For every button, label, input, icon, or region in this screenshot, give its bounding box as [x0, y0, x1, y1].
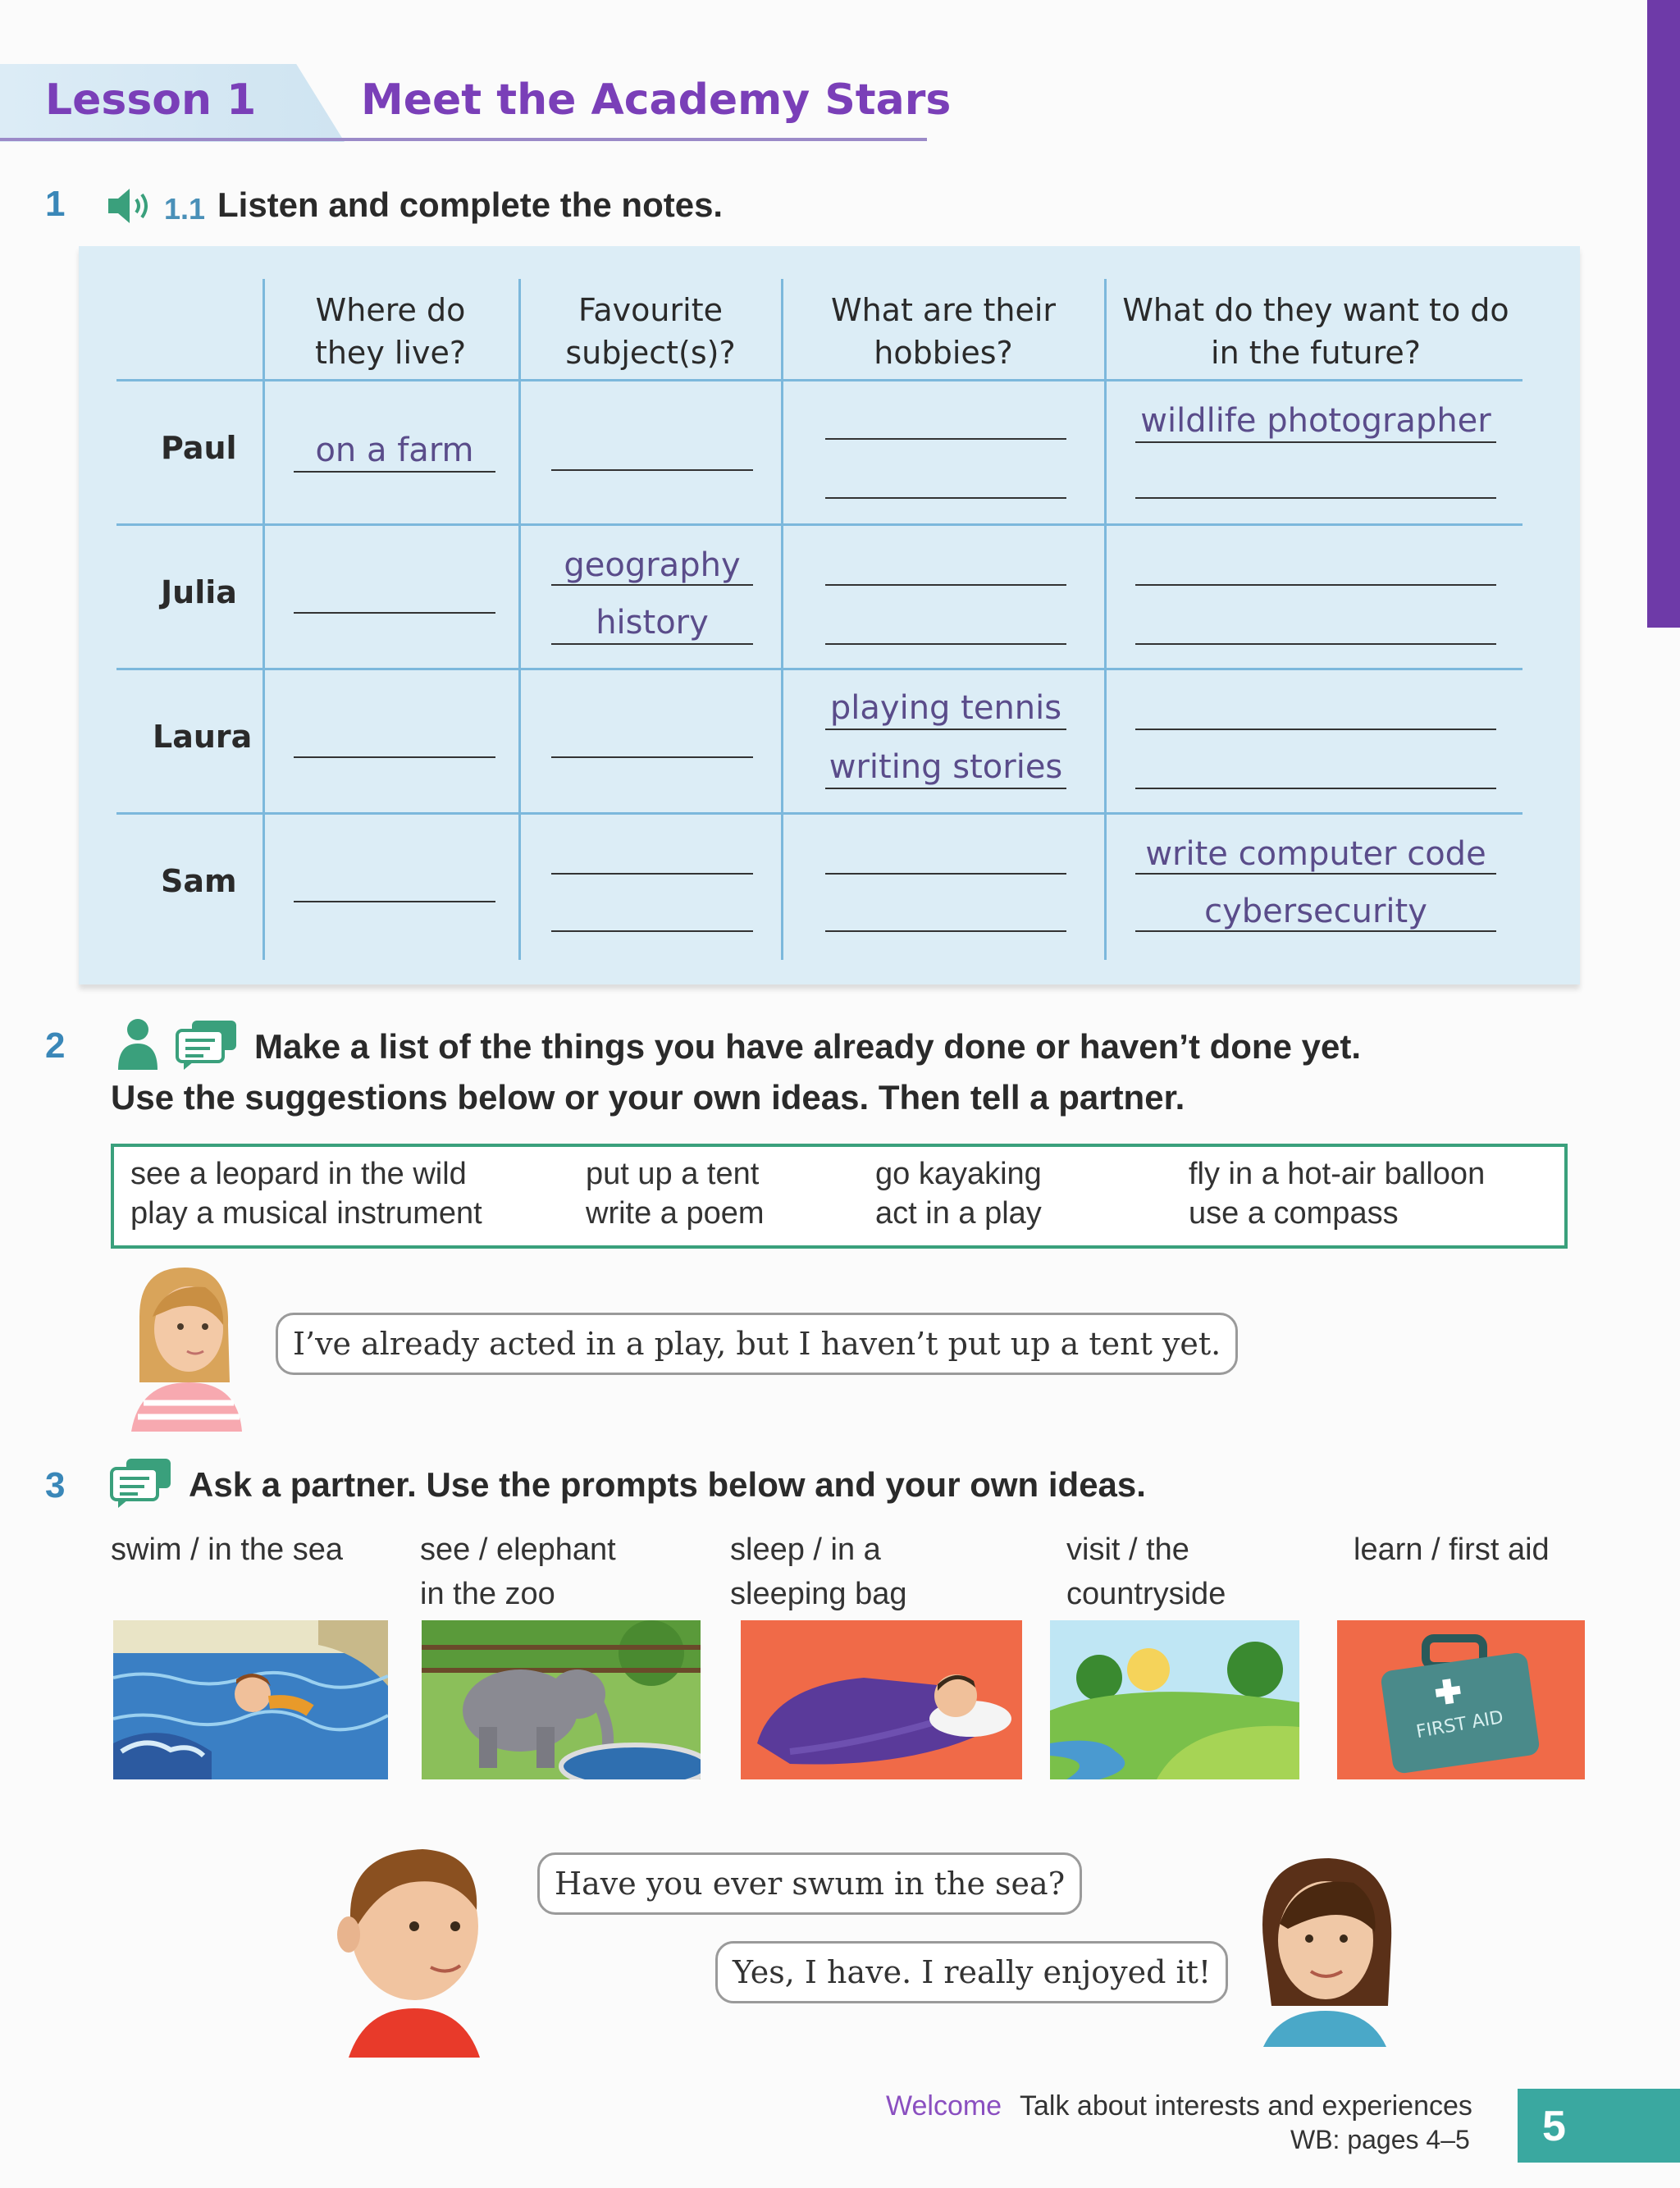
elephant-picture [422, 1620, 701, 1779]
lesson-label: Lesson 1 [45, 75, 257, 125]
suggestion-item: go kayaking [875, 1157, 1042, 1191]
speaking-icon [176, 1019, 238, 1076]
blank-sam-subject-1[interactable] [551, 873, 753, 875]
column-header-live: Where do they live? [314, 292, 467, 371]
swimming-picture [113, 1620, 388, 1779]
blank-paul-subject[interactable] [551, 469, 753, 471]
girl-2-avatar [1247, 1850, 1403, 2051]
girl-avatar [123, 1259, 246, 1436]
exercise-2-instruction-line-2: Use the suggestions below or your own ideas. Then tell a partner. [111, 1078, 1185, 1117]
side-color-bar [1647, 0, 1680, 628]
page-number: 5 [1542, 2103, 1566, 2150]
blank-julia-subject-1[interactable] [551, 584, 753, 586]
blank-laura-hobby-2[interactable] [825, 788, 1066, 789]
blank-laura-future-1[interactable] [1135, 729, 1496, 730]
answer-julia-subject-2: history [596, 604, 709, 642]
blank-paul-hobby-2[interactable] [825, 497, 1066, 499]
blank-sam-subject-2[interactable] [551, 930, 753, 932]
blank-paul-live[interactable] [294, 471, 495, 473]
blank-paul-future-1[interactable] [1135, 441, 1496, 443]
blank-julia-future-2[interactable] [1135, 643, 1496, 645]
exercise-3-number: 3 [45, 1465, 66, 1505]
first-aid-label: FIRST AID [1414, 1706, 1505, 1743]
suggestion-item: fly in a hot-air balloon [1189, 1157, 1486, 1191]
audio-track-number: 1.1 [164, 192, 206, 226]
blank-paul-future-2[interactable] [1135, 497, 1496, 499]
row-name-sam: Sam [161, 863, 237, 899]
suggestion-item: write a poem [586, 1196, 765, 1231]
answer-paul-live: on a farm [315, 432, 474, 469]
answer-paul-future: wildlife photographer [1140, 402, 1491, 440]
blank-laura-live[interactable] [294, 756, 495, 758]
blank-paul-hobby-1[interactable] [825, 438, 1066, 440]
blank-laura-future-2[interactable] [1135, 788, 1496, 789]
blank-laura-subject[interactable] [551, 756, 753, 758]
prompt-countryside: visit / the countryside [1066, 1533, 1226, 1611]
audio-speaker-icon[interactable] [105, 185, 158, 231]
suggestion-item: play a musical instrument [130, 1196, 482, 1231]
blank-julia-future-1[interactable] [1135, 584, 1496, 586]
footer-topic: Talk about interests and experiences [1020, 2090, 1472, 2122]
blank-julia-hobby-1[interactable] [825, 584, 1066, 586]
header-rule [0, 138, 927, 141]
speech-bubble-girl: I’ve already acted in a play, but I haven’t put up a tent yet. [276, 1313, 1238, 1375]
exercise-2-number: 2 [45, 1025, 66, 1066]
blank-sam-hobby-1[interactable] [825, 873, 1066, 875]
prompt-sleeping-bag: sleep / in a sleeping bag [730, 1533, 907, 1611]
exercise-1-instruction: Listen and complete the notes. [217, 185, 724, 224]
footer-workbook-pages: WB: pages 4–5 [1290, 2125, 1470, 2154]
sleeping-bag-picture [741, 1620, 1022, 1779]
speaking-icon [110, 1457, 172, 1514]
answer-laura-hobby-2: writing stories [829, 748, 1063, 786]
prompt-first-aid: learn / first aid [1354, 1533, 1550, 1567]
exercise-2-instruction-line-1: Make a list of the things you have already done or haven’t done yet. [254, 1027, 1361, 1066]
prompt-elephant: see / elephant in the zoo [420, 1533, 616, 1611]
blank-sam-live[interactable] [294, 901, 495, 902]
first-aid-picture [1337, 1620, 1585, 1779]
blank-julia-hobby-2[interactable] [825, 643, 1066, 645]
column-header-subjects: Favourite subject(s)? [565, 292, 736, 371]
blank-sam-hobby-2[interactable] [825, 930, 1066, 932]
row-name-paul: Paul [161, 430, 237, 466]
speech-bubble-girl-answer: Yes, I have. I really enjoyed it! [715, 1941, 1228, 2003]
blank-sam-future-2[interactable] [1135, 930, 1496, 932]
exercise-3-instruction: Ask a partner. Use the prompts below and your own ideas. [189, 1465, 1146, 1504]
column-header-hobbies: What are their hobbies? [831, 292, 1056, 371]
row-name-laura: Laura [153, 719, 253, 755]
suggestion-item: see a leopard in the wild [130, 1157, 467, 1191]
answer-sam-future-2: cybersecurity [1204, 893, 1427, 930]
suggestion-item: put up a tent [586, 1157, 760, 1191]
footer-unit: Welcome [886, 2090, 1002, 2122]
answer-julia-subject-1: geography [564, 546, 741, 584]
blank-julia-subject-2[interactable] [551, 643, 753, 645]
answer-sam-future-1: write computer code [1145, 835, 1486, 873]
answer-laura-hobby-1: playing tennis [829, 689, 1062, 727]
notes-table [79, 246, 1580, 984]
suggestion-item: act in a play [875, 1196, 1042, 1231]
blank-laura-hobby-1[interactable] [825, 729, 1066, 730]
pair-work-icon [115, 1017, 161, 1076]
suggestions-box [111, 1144, 1568, 1249]
exercise-1-number: 1 [45, 184, 66, 224]
blank-sam-future-1[interactable] [1135, 873, 1496, 875]
boy-avatar [332, 1836, 496, 2062]
column-header-future: What do they want to do in the future? [1122, 292, 1509, 371]
speech-bubble-boy: Have you ever swum in the sea? [537, 1852, 1082, 1915]
countryside-picture [1050, 1620, 1299, 1779]
blank-julia-live[interactable] [294, 612, 495, 614]
row-name-julia: Julia [161, 574, 237, 610]
prompt-swim: swim / in the sea [111, 1533, 343, 1567]
suggestion-item: use a compass [1189, 1196, 1399, 1231]
lesson-title: Meet the Academy Stars [361, 75, 952, 125]
